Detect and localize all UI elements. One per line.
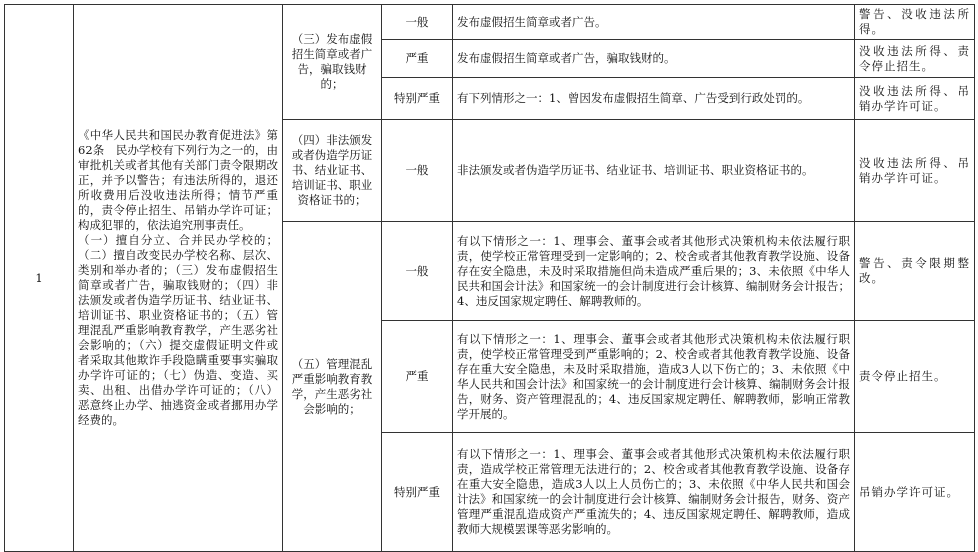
penalty-measure: 没收违法所得、吊销办学许可证。 xyxy=(855,78,975,120)
severity-level: 特别严重 xyxy=(382,433,453,552)
circumstance-description: 发布虚假招生简章或者广告。 xyxy=(453,5,855,40)
legal-basis-intro: 《中华人民共和国民办教育促进法》第62条 民办学校有下列行为之一的，由审批机关或者其他有关部门责令限期改正，并予以警告；有违法所得的，退还所收费用后没收违法所得；情节严重的，责令停止招生、吊销办学许可证；构成犯罪的，依法追究刑事责任。 xyxy=(78,128,278,232)
severity-level: 特别严重 xyxy=(382,78,453,120)
table-row xyxy=(5,5,975,40)
penalty-measure: 吊销办学许可证。 xyxy=(855,433,975,552)
penalty-measure: 责令停止招生。 xyxy=(855,321,975,433)
severity-level: 一般 xyxy=(382,222,453,321)
penalty-measure: 没收违法所得、责令停止招生。 xyxy=(855,40,975,78)
violation-category: （三）发布虚假招生简章或者广告，骗取钱财的； xyxy=(283,5,382,120)
circumstance-description: 发布虚假招生简章或者广告，骗取钱财的。 xyxy=(453,40,855,78)
violation-category: （五）管理混乱严重影响教育教学，产生恶劣社会影响的； xyxy=(283,222,382,552)
severity-level: 严重 xyxy=(382,40,453,78)
legal-basis-list: （一）擅自分立、合并民办学校的；（二）擅自改变民办学校名称、层次、类别和举办者的；（三）发布虚假招生简章或者广告，骗取钱财的；（四）非法颁发或者伪造学历证书、结业证书、培训证书、职业资格证书的；（五）管理混乱严重影响教育教学，产生恶劣社会影响的；（六）提交虚假证明文件或者采取其他欺诈手段隐瞒重要事实骗取办学许可证的；（七）伪造、变造、买卖、出租、出借办学许可证的；（八）恶意终止办学、抽逃资金或者挪用办学经费的。 xyxy=(78,233,278,427)
circumstance-description: 有下列情形之一：1、曾因发布虚假招生简章、广告受到行政处罚的。 xyxy=(453,78,855,120)
penalty-measure: 没收违法所得、吊销办学许可证。 xyxy=(855,120,975,222)
penalty-standard-table xyxy=(4,4,975,552)
severity-level: 一般 xyxy=(382,5,453,40)
penalty-measure: 警告、没收违法所得。 xyxy=(855,5,975,40)
circumstance-description: 有以下情形之一：1、理事会、董事会或者其他形式决策机构未依法履行职责，使学校正常管理受到严重影响的；2、校舍或者其他教育教学设施、设备存在重大安全隐患，未及时采取措施，造成3人以下伤亡的；3、未依照《中华人民共和国会计法》和国家统一的会计制度进行会计核算、编制财务会计报告，财务、资产管理混乱的；4、违反国家规定聘任、解聘教师，影响正常教学开展的。 xyxy=(453,321,855,433)
legal-basis-cell xyxy=(74,5,283,552)
circumstance-description: 有以下情形之一：1、理事会、董事会或者其他形式决策机构未依法履行职责，造成学校正常管理无法进行的；2、校舍或者其他教育教学设施、设备存在重大安全隐患，造成3人以上人员伤亡的；3、未依照《中华人民共和国会计法》和国家统一的会计制度进行会计核算、编制财务会计报告，财务、资产管理严重混乱造成资产严重流失的；4、违反国家规定聘任、解聘教师，造成教师大规模罢课等恶劣影响的。 xyxy=(453,433,855,552)
penalty-measure: 警告、责令限期整改。 xyxy=(855,222,975,321)
circumstance-description: 有以下情形之一：1、理事会、董事会或者其他形式决策机构未依法履行职责，使学校正常管理受到一定影响的；2、校舍或者其他教育教学设施、设备存在安全隐患，未及时采取措施但尚未造成严重后果的；3、未依照《中华人民共和国会计法》和国家统一的会计制度进行会计核算、编制财务会计报告；4、违反国家规定聘任、解聘教师的。 xyxy=(453,222,855,321)
severity-level: 严重 xyxy=(382,321,453,433)
circumstance-description: 非法颁发或者伪造学历证书、结业证书、培训证书、职业资格证书的。 xyxy=(453,120,855,222)
severity-level: 一般 xyxy=(382,120,453,222)
row-number: 1 xyxy=(5,5,74,552)
violation-category: （四）非法颁发或者伪造学历证书、结业证书、培训证书、职业资格证书的； xyxy=(283,120,382,222)
